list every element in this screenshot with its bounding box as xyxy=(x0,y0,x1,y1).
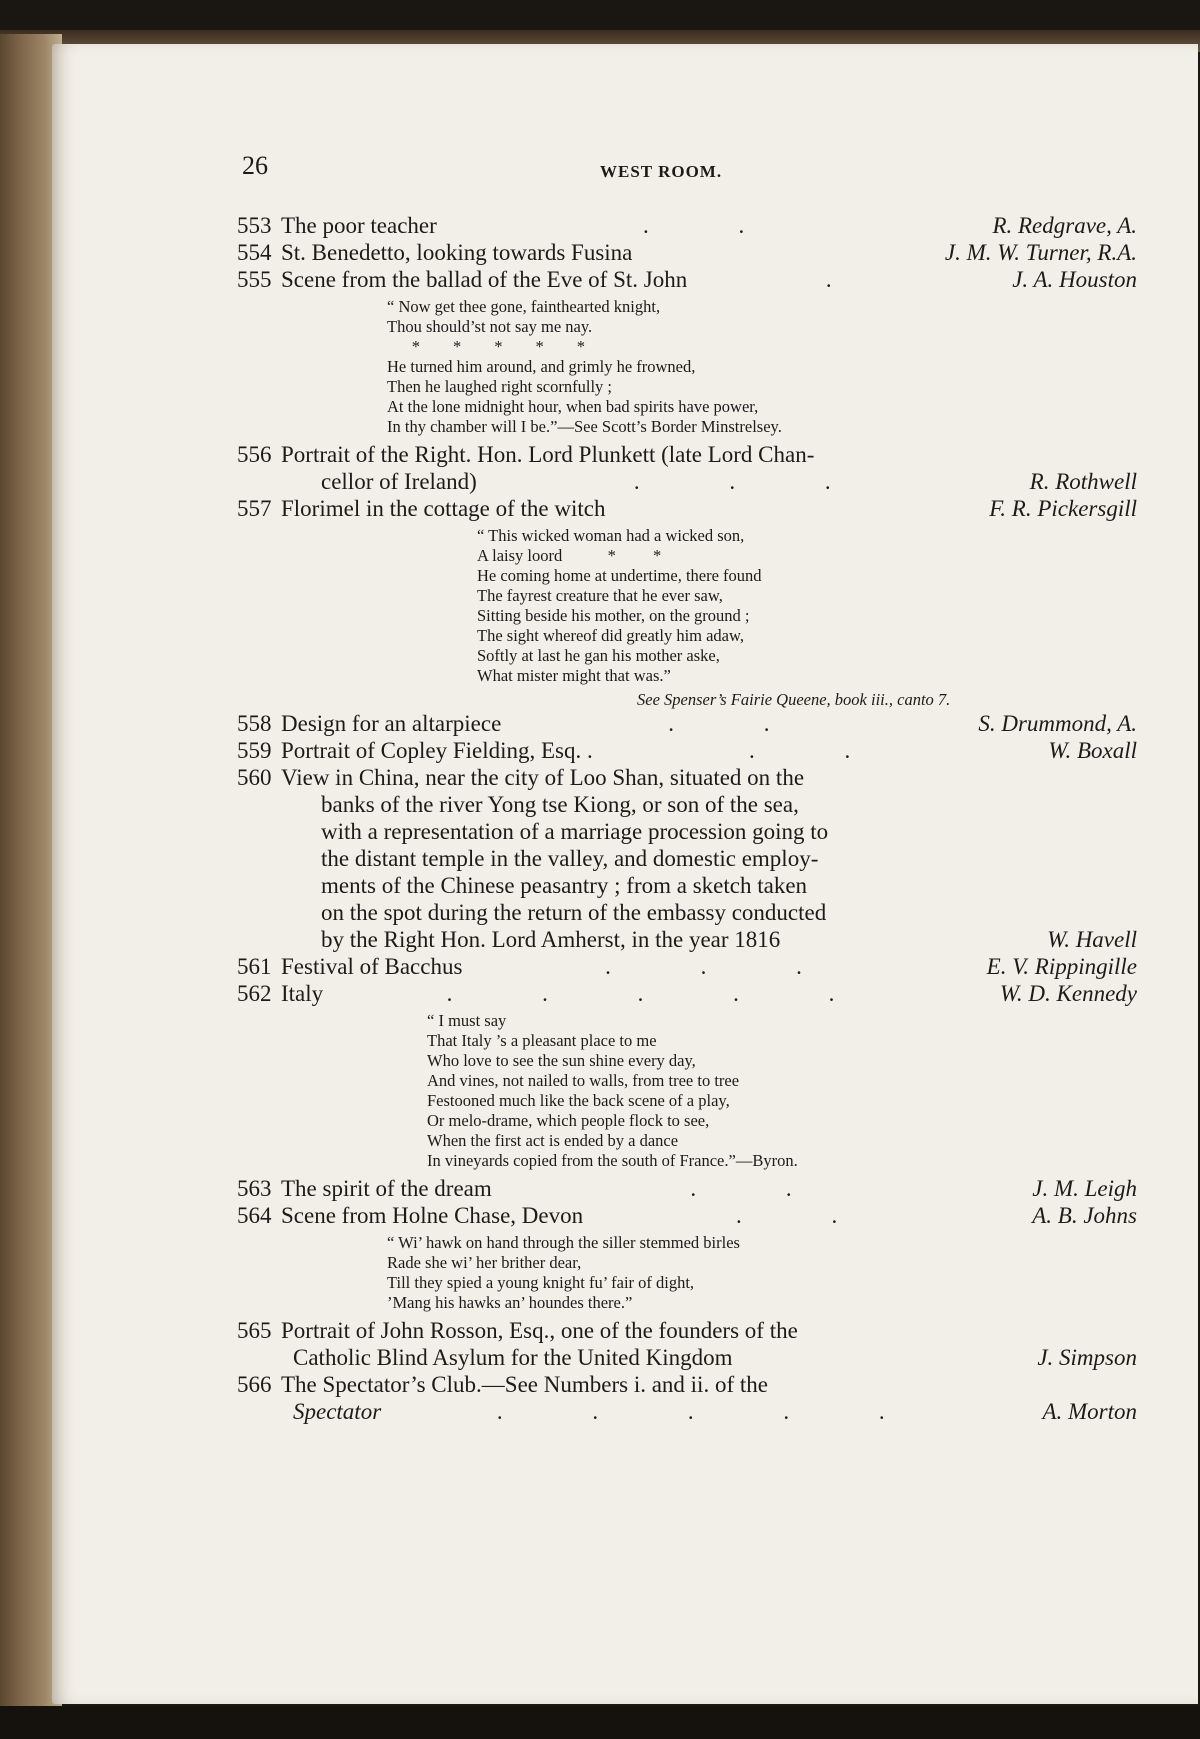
entry-artist: J. M. W. Turner, R.A. xyxy=(944,240,1137,265)
entry-description-line: by the Right Hon. Lord Amherst, in the year 1816 xyxy=(321,927,781,952)
entry-560 xyxy=(237,764,1137,953)
entry-artist: W. Boxall xyxy=(1048,738,1137,763)
entry-artist: A. Morton xyxy=(1042,1399,1137,1424)
entry-description-line: banks of the river Yong tse Kiong, or son of the sea, xyxy=(321,792,799,817)
entry-artist: J. M. Leigh xyxy=(1032,1176,1137,1201)
entry-title: Festival of Bacchus xyxy=(281,954,463,979)
entry-title: Design for an altarpiece xyxy=(281,711,502,736)
entry-title: The spirit of the dream xyxy=(281,1176,492,1201)
entry-artist: J. Simpson xyxy=(1037,1345,1137,1370)
entry-artist: J. A. Houston xyxy=(1012,267,1137,292)
entry-artist: S. Drummond, A. xyxy=(978,711,1137,736)
entry-description-line: the distant temple in the valley, and domestic employ- xyxy=(321,846,819,871)
entry-description-line: ments of the Chinese peasantry ; from a sketch taken xyxy=(321,873,808,898)
entry-563: 563 The spirit of the dream . . J. M. Leigh xyxy=(237,1176,1137,1201)
page-content xyxy=(52,44,1198,1704)
verse-quotation: “ Now get thee gone, fainthearted knight, Thou should’st not say me nay. * * * * * He turned him around, and grimly he frowned, Then he laughed right scornfully ; At the lone midnight hour, when bad spirits have power, In thy chamber will I be.”—See Scott’s Border Minstrelsey. xyxy=(387,297,782,436)
entry-559: 559 Portrait of Copley Fielding, Esq. . . . W. Boxall xyxy=(237,738,1137,763)
entry-title-continued: Catholic Blind Asylum for the United Kingdom xyxy=(293,1345,733,1370)
entry-artist: W. Havell xyxy=(1047,927,1137,952)
entry-description-line: with a representation of a marriage procession going to xyxy=(321,819,829,844)
entry-566: 566 The Spectator’s Club.—See Numbers i. and ii. of the Spectator . . . . . A. Morton xyxy=(237,1372,1137,1424)
entry-artist: R. Rothwell xyxy=(1029,469,1137,494)
entry-556: 556 Portrait of the Right. Hon. Lord Plunkett (late Lord Chan- cellor of Ireland) . . . R. Rothwell xyxy=(237,442,1137,494)
entry-artist: R. Redgrave, A. xyxy=(992,213,1137,238)
entry-description-line: on the spot during the return of the embassy conducted xyxy=(321,900,827,925)
book-bottom-edge xyxy=(0,1706,1200,1739)
catalogue-entries xyxy=(237,212,1137,1425)
entry-557 xyxy=(237,495,1137,710)
entry-title: Florimel in the cottage of the witch xyxy=(281,496,606,521)
entry-title: Portrait of John Rosson, Esq., one of the founders of the xyxy=(281,1318,798,1343)
entry-565 xyxy=(237,1317,1137,1371)
entry-title-continued: Spectator xyxy=(293,1399,382,1424)
entry-title: Scene from Holne Chase, Devon xyxy=(281,1203,584,1228)
entry-artist: F. R. Pickersgill xyxy=(989,496,1137,521)
page-header-title: WEST ROOM. xyxy=(600,162,723,181)
entry-564: 564 Scene from Holne Chase, Devon . . A. B. Johns “ Wi’ hawk on hand through the siller stemmed birles Rade she wi’ her brither dear, Till they spied a young knight fu’ fair of dight, ’Mang his hawks an’ houndes there.” xyxy=(237,1203,1137,1312)
entry-title: Portrait of the Right. Hon. Lord Plunkett (late Lord Chan- xyxy=(281,442,815,467)
entry-561: 561 Festival of Bacchus . . . E. V. Rippingille xyxy=(237,954,1137,979)
entry-number: 562 xyxy=(237,981,272,1006)
entry-title-continued: cellor of Ireland) xyxy=(321,469,477,494)
verse-quotation: “ I must say That Italy ’s a pleasant place to me Who love to see the sun shine every day, And vines, not nailed to walls, from tree to tree Festooned much like the back scene of a play, Or melo-drame, which people flock to see, When the first act is ended by a dance In vineyards copied from the south of France.”—Byron. xyxy=(427,1011,798,1170)
book-page xyxy=(52,44,1198,1704)
entry-title: St. Benedetto, looking towards Fusina xyxy=(281,240,633,265)
entry-number: 561 xyxy=(237,954,272,979)
entry-title: The Spectator’s Club.—See Numbers i. and ii. of the xyxy=(281,1372,768,1397)
entry-title: Portrait of Copley Fielding, Esq. . xyxy=(281,738,593,763)
entry-artist: E. V. Rippingille xyxy=(986,954,1137,979)
entry-number: 566 xyxy=(237,1372,272,1397)
entry-number: 557 xyxy=(237,496,272,521)
entry-number: 564 xyxy=(237,1203,272,1228)
entry-artist: A. B. Johns xyxy=(1032,1203,1137,1228)
entry-554 xyxy=(237,239,1137,266)
entry-artist: W. D. Kennedy xyxy=(999,981,1137,1006)
entry-562: 562 Italy . . . . . W. D. Kennedy “ I must say That Italy ’s a pleasant place to me Who love to see the sun shine every day, And vines, not nailed to walls, from tree to tree Festooned much like the back scene of a play, Or melo-drame, which people flock to see, When the first act is ended by a dance In vineyards copied from the south of France.”—Byron. xyxy=(237,981,1137,1170)
entry-number: 555 xyxy=(237,267,272,292)
entry-553: 553 The poor teacher . . R. Redgrave, A. xyxy=(237,213,1137,238)
entry-number: 565 xyxy=(237,1318,272,1343)
entry-title: Italy xyxy=(281,981,324,1006)
entry-title: Scene from the ballad of the Eve of St. John xyxy=(281,267,688,292)
entry-555: 555 Scene from the ballad of the Eve of St. John . J. A. Houston “ Now get thee gone, fainthearted knight, Thou should’st not say me nay. * * * * * He turned him around, and grimly he frowned, Then he laughed right scornfully ; At the lone midnight hour, when bad spirits have power, In thy chamber will I be.”—See Scott’s Border Minstrelsey. xyxy=(237,267,1137,436)
entry-number: 558 xyxy=(237,711,272,736)
entry-title: The poor teacher xyxy=(281,213,437,238)
entry-number: 563 xyxy=(237,1176,272,1201)
verse-reference: See Spenser’s Fairie Queene, book iii., canto 7. xyxy=(637,690,951,709)
entry-number: 560 xyxy=(237,765,272,790)
entry-number: 559 xyxy=(237,738,272,763)
page-number: 26 xyxy=(242,151,268,180)
entry-number: 553 xyxy=(237,213,272,238)
entry-558: 558 Design for an altarpiece . . S. Drummond, A. xyxy=(237,711,1137,736)
entry-title: View in China, near the city of Loo Shan, situated on the xyxy=(281,765,805,790)
verse-quotation: “ This wicked woman had a wicked son, A laisy loord * * He coming home at undertime, there found The fayrest creature that he ever saw, Sitting beside his mother, on the ground ; The sight whereof did greatly him adaw, Softly at last he gan his mother aske, What mister might that was.” xyxy=(477,526,762,685)
entry-number: 554 xyxy=(237,240,272,265)
verse-quotation: “ Wi’ hawk on hand through the siller stemmed birles Rade she wi’ her brither dear, Till they spied a young knight fu’ fair of dight, ’Mang his hawks an’ houndes there.” xyxy=(387,1233,740,1312)
entry-number: 556 xyxy=(237,442,272,467)
